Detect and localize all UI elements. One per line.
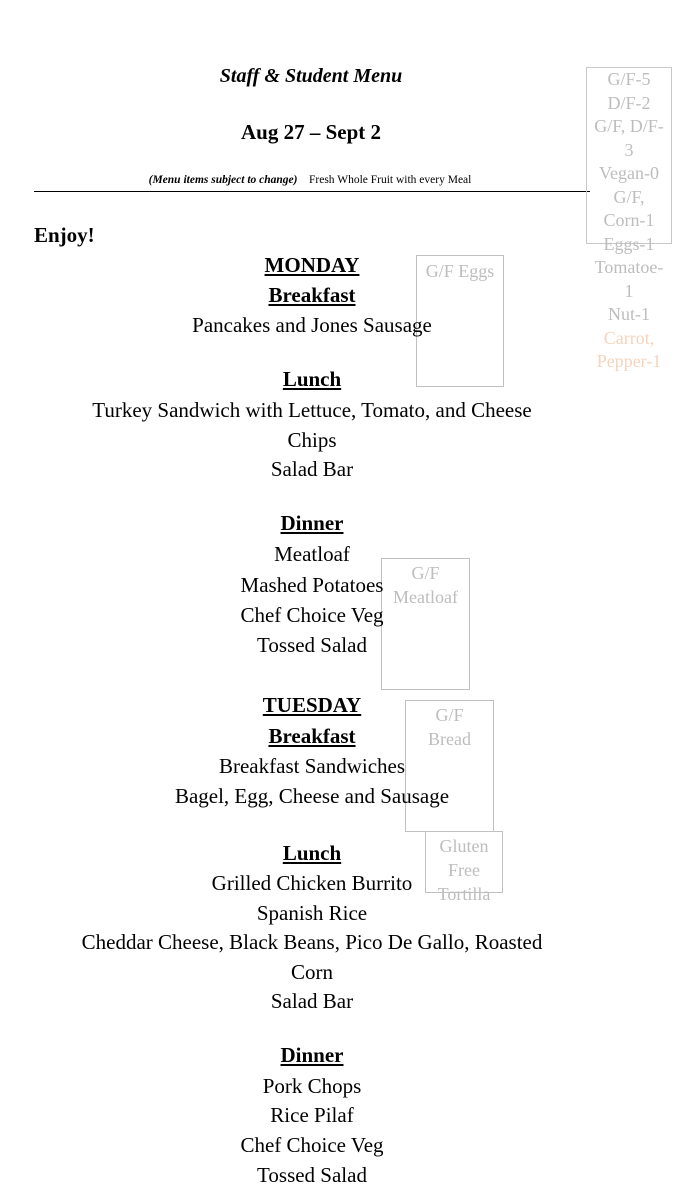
monday-lunch-item: Turkey Sandwich with Lettuce, Tomato, and Cheese: [92, 398, 532, 422]
monday-dinner-item: Meatloaf: [274, 542, 350, 566]
note-gluten-line2: Free: [448, 860, 480, 880]
tuesday-lunch-heading: Lunch: [282, 841, 342, 865]
note-gf-bread-line2: Bread: [428, 729, 471, 749]
menu-subnote: [60, 174, 560, 186]
tuesday-dinner-heading: Dinner: [280, 1043, 344, 1067]
tuesday-lunch-item: Cheddar Cheese, Black Beans, Pico De Gallo, Roasted: [81, 930, 543, 954]
tuesday-dinner-item: Tossed Salad: [257, 1163, 367, 1187]
note-gluten-line1: Gluten: [439, 836, 489, 856]
monday-lunch-item: Salad Bar: [270, 457, 354, 481]
day-monday: MONDAY: [264, 253, 360, 277]
menu-dates: Aug 27 – Sept 2: [240, 120, 382, 144]
tuesday-lunch-item: Corn: [291, 960, 333, 984]
legend-line: Corn-1: [603, 210, 655, 230]
note-gf-bread-line1: G/F: [435, 705, 464, 725]
tuesday-dinner-item: Pork Chops: [262, 1074, 362, 1098]
tuesday-breakfast-item: Bagel, Egg, Cheese and Sausage: [174, 784, 450, 808]
tuesday-dinner-item: Chef Choice Veg: [240, 1133, 384, 1157]
tuesday-dinner-item: Rice Pilaf: [270, 1103, 354, 1127]
legend-line-carrot: Carrot,: [603, 327, 655, 348]
tuesday-breakfast-item: Breakfast Sandwiches: [218, 754, 406, 778]
legend-line: Vegan-0: [599, 163, 659, 183]
legend-line: Tomatoe-: [594, 257, 664, 277]
menu-title: Staff & Student Menu: [219, 65, 403, 87]
tuesday-lunch-item: Grilled Chicken Burrito: [211, 871, 413, 895]
monday-dinner-heading: Dinner: [280, 511, 344, 535]
note-gf-meatloaf-line1: G/F: [411, 563, 440, 583]
fruit-note: Fresh Whole Fruit with every Meal: [309, 174, 472, 186]
monday-dinner-item: Mashed Potatoes: [240, 573, 384, 597]
monday-breakfast-item: Pancakes and Jones Sausage: [192, 313, 432, 337]
tuesday-lunch-item: Spanish Rice: [256, 901, 368, 925]
monday-lunch-heading: Lunch: [282, 367, 342, 391]
note-gf-meatloaf-line2: Meatloaf: [393, 587, 458, 607]
legend-line: G/F, D/F-: [594, 116, 664, 136]
monday-dinner-item: Chef Choice Veg: [240, 603, 384, 627]
header-divider: [34, 191, 590, 192]
legend-line: G/F,: [613, 186, 645, 207]
monday-lunch-item: Chips: [287, 428, 337, 452]
monday-dinner-item: Tossed Salad: [257, 633, 367, 657]
day-tuesday: TUESDAY: [262, 693, 362, 717]
legend-line: 3: [624, 139, 634, 160]
legend-line: G/F-5: [607, 69, 651, 89]
tuesday-breakfast-heading: Breakfast: [268, 724, 356, 748]
monday-breakfast-heading: Breakfast: [268, 283, 356, 307]
enjoy-text: Enjoy!: [34, 223, 95, 247]
legend-line: Eggs-1: [603, 233, 655, 254]
note-gluten-line3: Tortilla: [437, 884, 491, 904]
legend-line: D/F-2: [607, 92, 651, 113]
subject-to-change-note: (Menu items subject to change): [148, 174, 298, 186]
legend-line: 1: [624, 280, 634, 301]
legend-line-pepper: Pepper-1: [596, 351, 662, 371]
legend-line: Nut-1: [608, 304, 650, 324]
note-gf-eggs-text: G/F Eggs: [425, 261, 495, 281]
tuesday-lunch-item: Salad Bar: [270, 989, 354, 1013]
